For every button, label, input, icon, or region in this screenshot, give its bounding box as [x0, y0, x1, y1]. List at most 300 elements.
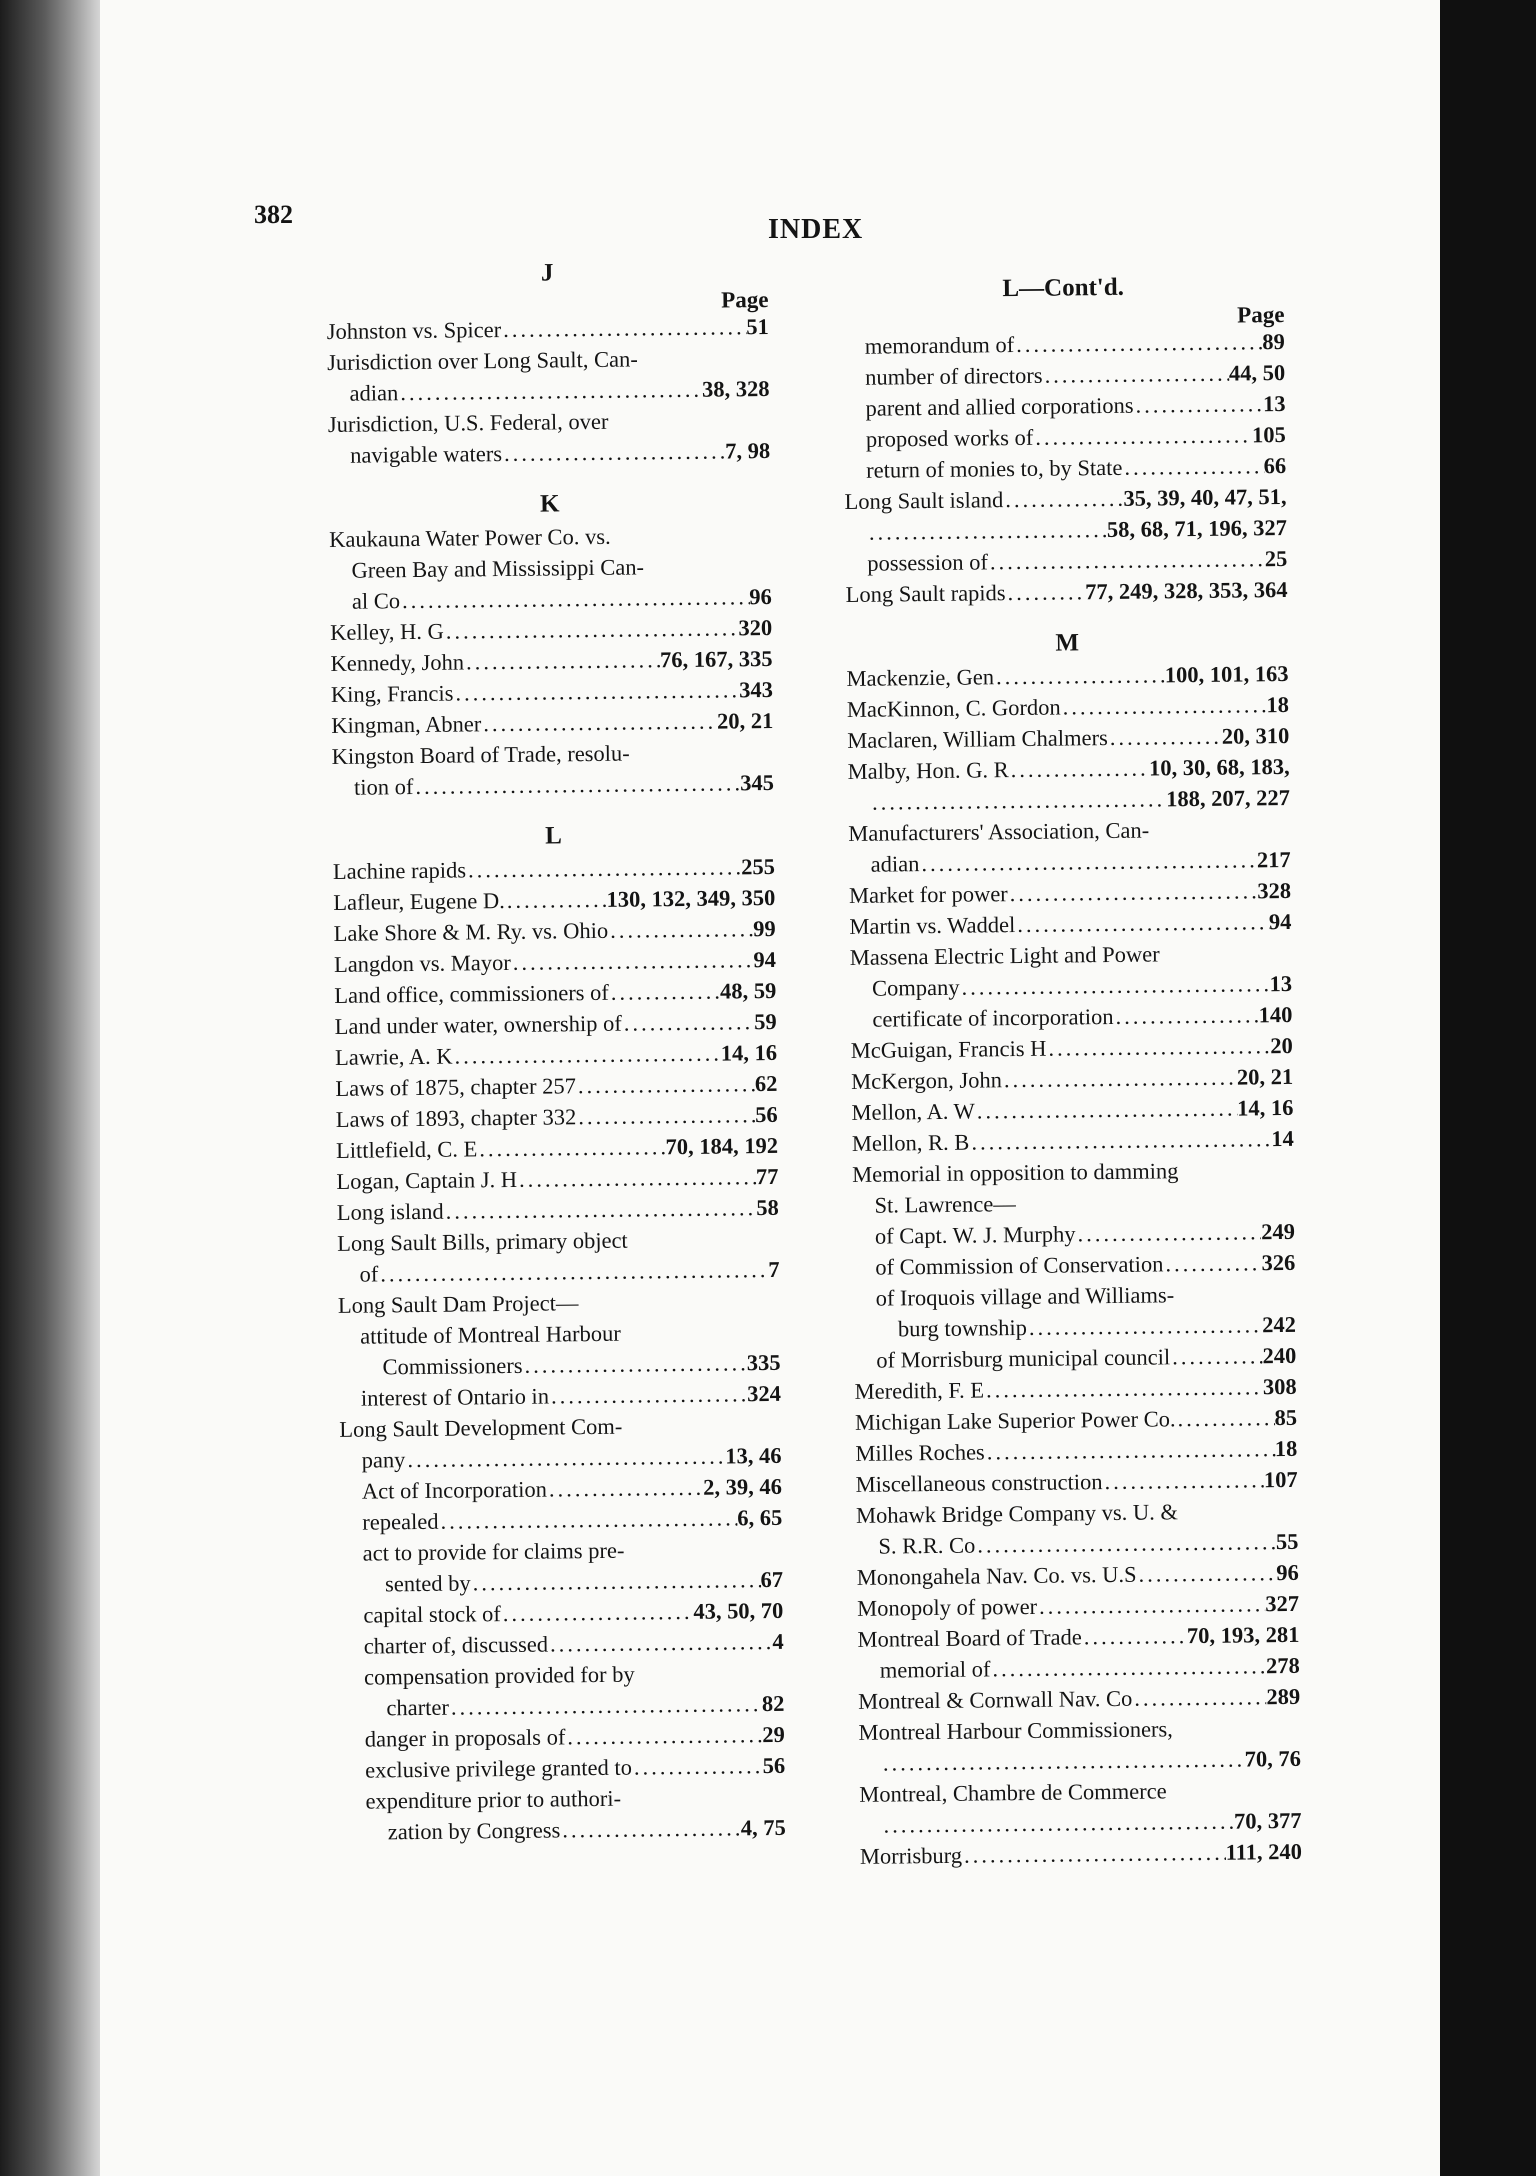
entry-term: Massena Electric Light and Power: [849, 941, 1160, 970]
entry-term: McGuigan, Francis H: [850, 1035, 1047, 1063]
index-subentry: [853, 1247, 1295, 1283]
entry-line: [339, 1440, 781, 1476]
entry-term: Monongahela Nav. Co. vs. U.S: [856, 1561, 1137, 1590]
page-reference: 20, 21: [716, 707, 774, 734]
entry-term: memorandum of: [864, 332, 1015, 359]
entry-term: Lawrie, A. K: [334, 1043, 453, 1070]
entry-term: adian: [870, 851, 920, 877]
dot-leader: [481, 706, 717, 740]
dot-leader: [1170, 1340, 1263, 1372]
dot-leader: [1008, 875, 1258, 909]
entry-term: Montreal & Cornwall Nav. Co: [858, 1685, 1133, 1714]
index-subentry: [843, 357, 1285, 393]
page-column-label: Page: [721, 286, 769, 313]
entry-term: Market for power: [848, 881, 1008, 908]
entry-term: charter of, discussed: [363, 1631, 549, 1659]
entry-line: [857, 1557, 1299, 1593]
entry-line: [852, 1185, 1294, 1221]
page-reference: 328: [1257, 877, 1292, 904]
dot-leader: [985, 1433, 1275, 1467]
entry-term: Mellon, A. W: [851, 1098, 975, 1125]
page-reference: 188, 207, 227: [1166, 784, 1291, 812]
entry-term: proposed works of: [865, 424, 1034, 452]
entry-line: [858, 1650, 1300, 1686]
entry-term: Jurisdiction over Long Sault, Can-: [327, 346, 638, 375]
section-letter: L: [545, 822, 563, 850]
dot-leader: [622, 1006, 755, 1038]
entry-line: [847, 751, 1289, 787]
dot-leader: [443, 1192, 756, 1227]
entry-term: danger in proposals of: [364, 1724, 566, 1752]
entry-line: [331, 736, 773, 772]
entry-term: attitude of Montreal Harbour: [360, 1320, 621, 1349]
index-entry: [857, 1557, 1299, 1593]
entry-line: [859, 1774, 1301, 1810]
entry-line: [850, 999, 1292, 1035]
index-entry: [852, 1123, 1294, 1159]
dot-leader: [1102, 1464, 1264, 1497]
entry-term: Laws of 1875, chapter 257: [335, 1073, 577, 1101]
page-reference: 85: [1274, 1404, 1298, 1431]
entry-line: [856, 1526, 1298, 1562]
entry-term: of Commission of Conservation: [875, 1251, 1164, 1280]
page-reference: 77, 249, 328, 353, 364: [1084, 576, 1288, 605]
dot-leader: [867, 514, 1107, 548]
index-entry: [328, 404, 771, 471]
entry-term: Laws of 1893, chapter 332: [335, 1104, 577, 1132]
entry-line: [327, 373, 769, 409]
entry-line: [845, 512, 1287, 548]
index-section: [332, 818, 786, 1848]
entry-term: Lachine rapids: [332, 857, 467, 884]
entry-term: act to provide for claims pre-: [362, 1537, 625, 1566]
dot-leader: [378, 1254, 768, 1289]
dot-leader: [988, 543, 1265, 577]
page-reference: 326: [1261, 1249, 1296, 1276]
entry-line: [843, 326, 1285, 362]
index-entry: [335, 1006, 777, 1042]
entry-term: King, Francis: [330, 680, 454, 707]
dot-leader: [405, 1441, 725, 1476]
index-entry: [330, 612, 772, 648]
book-binding-gutter: [0, 0, 110, 2176]
entry-line: [851, 1061, 1293, 1097]
index-entry: [849, 875, 1291, 911]
entry-term: of Iroquois village and Williams-: [875, 1282, 1175, 1311]
dot-leader: [438, 1502, 737, 1536]
dot-leader: [576, 1068, 755, 1101]
page-reference: 20, 310: [1221, 722, 1290, 749]
page-reference: 58: [756, 1194, 779, 1221]
page-reference: 100, 101, 163: [1164, 660, 1289, 688]
entry-term: Monopoly of power: [856, 1593, 1038, 1621]
entry-term: of Capt. W. J. Murphy: [874, 1221, 1076, 1249]
index-entry: [847, 689, 1289, 725]
index-entry: [852, 1154, 1295, 1221]
entry-line: [859, 1805, 1301, 1841]
entry-line: [856, 1495, 1298, 1531]
page-reference: 51: [746, 313, 769, 340]
index-entry: [851, 1061, 1293, 1097]
page-reference: 96: [1276, 1559, 1299, 1586]
index-subentry: [845, 543, 1287, 579]
page-reference: 89: [1262, 328, 1285, 355]
entry-term: Montreal Board of Trade: [857, 1624, 1082, 1652]
index-entry: [858, 1712, 1301, 1779]
index-entry: [338, 1285, 780, 1321]
page-reference: 38, 328: [701, 375, 770, 402]
page-reference: 77: [755, 1163, 779, 1190]
index-entry: [336, 1099, 778, 1135]
page-reference: 14, 16: [720, 1039, 778, 1066]
page-reference: 70, 193, 281: [1186, 1621, 1300, 1649]
page-reference: 6, 65: [737, 1504, 783, 1531]
page-reference: 278: [1265, 1652, 1300, 1679]
index-entry: [847, 751, 1290, 818]
page-reference: 240: [1262, 1342, 1297, 1369]
dot-leader: [511, 944, 754, 978]
entry-term: Long Sault Bills, primary object: [337, 1227, 628, 1256]
entry-line: [853, 1247, 1295, 1283]
entry-line: [853, 1216, 1295, 1252]
dot-leader: [413, 767, 740, 802]
index-entry: [337, 1223, 780, 1290]
entry-term: MacKinnon, C. Gordon: [846, 694, 1061, 722]
entry-term: St. Lawrence—: [874, 1191, 1016, 1218]
entry-line: [329, 519, 771, 555]
index-entry: [856, 1464, 1298, 1500]
page-reference: 107: [1263, 1466, 1298, 1493]
index-entry: [855, 1402, 1297, 1438]
dot-leader: [1003, 483, 1123, 515]
dot-leader: [608, 913, 753, 946]
index-entry: [848, 813, 1291, 880]
page-reference: 4: [772, 1628, 784, 1655]
entry-line: [331, 674, 773, 710]
page-reference: 76, 167, 335: [659, 645, 773, 673]
index-entry: [331, 736, 774, 803]
index-subentry: [854, 1340, 1296, 1376]
page-reference: 217: [1256, 846, 1291, 873]
entry-term: interest of Ontario in: [360, 1383, 550, 1411]
entry-line: [852, 1123, 1294, 1159]
entry-term: possession of: [867, 549, 989, 576]
entry-term: Kingman, Abner: [331, 711, 482, 738]
page-reference: 20, 21: [1236, 1063, 1294, 1090]
index-subentry: [342, 1657, 785, 1724]
entry-line: [330, 581, 772, 617]
entry-line: [855, 1433, 1297, 1469]
page-reference: 44, 50: [1228, 359, 1286, 386]
index-entry: [329, 519, 772, 617]
entry-line: [338, 1285, 780, 1321]
entry-term: Jurisdiction, U.S. Federal, over: [327, 408, 609, 437]
dot-leader: [1136, 1557, 1276, 1590]
entry-line: [858, 1681, 1300, 1717]
entry-term: repealed: [362, 1508, 439, 1535]
entry-term: Michigan Lake Superior Power Co.: [854, 1406, 1176, 1435]
entry-term: expenditure prior to authori-: [365, 1785, 622, 1814]
entry-term: Milles Roches: [855, 1439, 985, 1466]
entry-line: [327, 311, 769, 347]
page-reference: 43, 50, 70: [693, 1597, 784, 1624]
entry-term: compensation provided for by: [363, 1661, 635, 1690]
dot-leader: [449, 1688, 762, 1723]
entry-line: [328, 404, 770, 440]
entry-line: [335, 1006, 777, 1042]
dot-leader: [1002, 1062, 1237, 1096]
page-reference: 308: [1262, 1373, 1297, 1400]
entry-term: pany: [361, 1447, 406, 1473]
entry-line: [336, 1130, 778, 1166]
page-reference: 111, 240: [1225, 1838, 1303, 1865]
index-section: [846, 625, 1302, 1872]
entry-line: [329, 550, 771, 586]
index-subentry: [844, 419, 1286, 455]
dot-leader: [1042, 358, 1229, 391]
section-letter: L—Cont'd.: [1002, 273, 1125, 303]
page-number: 382: [254, 200, 293, 229]
entry-line: [855, 1402, 1297, 1438]
dot-leader: [1132, 1681, 1266, 1714]
dot-leader: [501, 1596, 694, 1629]
entry-line: [845, 574, 1287, 610]
scan-edge-dark: [1440, 0, 1536, 2176]
entry-line: [845, 543, 1287, 579]
page-reference: 2, 39, 46: [703, 1473, 783, 1500]
running-head: INDEX: [768, 214, 864, 245]
entry-term: parent and allied corporations: [865, 392, 1134, 421]
page-reference: 82: [761, 1690, 785, 1717]
entry-line: [337, 1192, 779, 1228]
index-section: [842, 270, 1288, 610]
entry-term: Land office, commissioners of: [334, 979, 609, 1008]
index-entry: [333, 851, 775, 887]
entry-line: [341, 1564, 783, 1600]
index-entry: [334, 944, 776, 980]
entry-line: [854, 1309, 1296, 1345]
index-entry: [860, 1836, 1302, 1872]
index-entry: [844, 481, 1287, 548]
dot-leader: [881, 1806, 1234, 1841]
entry-term: Lafleur, Eugene D.: [333, 888, 505, 915]
index-entry: [336, 1130, 778, 1166]
page-reference: 13: [1262, 390, 1286, 417]
entry-line: [850, 937, 1292, 973]
dot-leader: [1108, 721, 1222, 753]
index-entry: [859, 1774, 1302, 1841]
entry-line: [847, 720, 1289, 756]
entry-term: memorial of: [879, 1656, 991, 1683]
index-entry: [335, 1037, 777, 1073]
entry-line: [857, 1588, 1299, 1624]
entry-term: Green Bay and Mississippi Can-: [351, 554, 645, 583]
dot-leader: [560, 1812, 741, 1845]
index-entry: [854, 1371, 1296, 1407]
page-reference: 56: [762, 1752, 786, 1779]
entry-line: [860, 1836, 1302, 1872]
page-reference: 55: [1275, 1528, 1299, 1555]
entry-term: Mellon, R. B: [851, 1129, 970, 1156]
entry-line: [330, 612, 772, 648]
page-reference: 242: [1262, 1311, 1297, 1338]
dot-leader: [452, 1038, 721, 1072]
entry-line: [330, 643, 772, 679]
index-subentry: [343, 1750, 785, 1786]
dot-leader: [517, 1161, 756, 1195]
dot-leader: [522, 1347, 747, 1381]
entry-line: [339, 1409, 781, 1445]
entry-term: certificate of incorporation: [872, 1003, 1114, 1032]
dot-leader: [1008, 753, 1149, 786]
entry-term: Kelley, H. G: [330, 618, 444, 645]
entry-line: [333, 851, 775, 887]
entry-term: Land under water, ownership of: [334, 1010, 622, 1039]
entry-term: number of directors: [865, 362, 1043, 390]
dot-leader: [609, 976, 721, 1008]
entry-term: Littlefield, C. E: [335, 1136, 478, 1163]
index-entry: [334, 975, 776, 1011]
entry-line: [846, 658, 1288, 694]
entry-line: [849, 844, 1291, 880]
entry-line: [341, 1595, 783, 1631]
dot-leader: [1037, 1588, 1266, 1622]
index-subentry: [853, 1278, 1296, 1345]
page-reference: 18: [1274, 1435, 1298, 1462]
dot-leader: [975, 1093, 1238, 1127]
dot-leader: [969, 1123, 1271, 1157]
index-subentry: [843, 326, 1285, 362]
page-reference: 7: [768, 1256, 780, 1283]
entry-term: Lake Shore & M. Ry. vs. Ohio: [333, 917, 609, 946]
entry-line: [844, 481, 1286, 517]
page-reference: 25: [1264, 545, 1288, 572]
index-entry: [858, 1681, 1300, 1717]
entry-term: Company: [871, 974, 960, 1001]
index-entry: [855, 1433, 1297, 1469]
entry-line: [849, 875, 1291, 911]
entry-line: [337, 1223, 779, 1259]
entry-term: Mohawk Bridge Company vs. U. &: [855, 1499, 1179, 1528]
entry-line: [343, 1719, 785, 1755]
entry-term: Act of Incorporation: [361, 1476, 548, 1504]
entry-term: S. R.R. Co: [878, 1532, 976, 1559]
dot-leader: [400, 581, 750, 616]
index-entry: [330, 643, 772, 679]
entry-term: McKergon, John: [851, 1067, 1003, 1094]
page-reference: 66: [1263, 452, 1287, 479]
page-column-label: Page: [1237, 301, 1285, 328]
page-reference: 105: [1251, 421, 1286, 448]
entry-term: Montreal, Chambre de Commerce: [859, 1778, 1167, 1807]
page-reference: 13, 46: [725, 1442, 782, 1469]
entry-line: [342, 1688, 784, 1724]
entry-term: of Morrisburg municipal council: [876, 1344, 1171, 1373]
page-reference: 35, 39, 40, 47, 51,: [1123, 483, 1287, 511]
dot-leader: [1027, 1309, 1263, 1343]
entry-term: Long Sault island: [844, 487, 1004, 514]
entry-line: [850, 968, 1292, 1004]
entry-term: Miscellaneous construction: [855, 1469, 1103, 1497]
dot-leader: [1060, 689, 1266, 722]
entry-term: Long Sault Dam Project—: [337, 1290, 579, 1318]
entry-term: Montreal Harbour Commissioners,: [858, 1716, 1173, 1745]
dot-leader: [501, 311, 746, 345]
entry-line: [843, 357, 1285, 393]
dot-leader: [477, 1131, 666, 1164]
entry-line: [338, 1347, 780, 1383]
index-entry: [845, 574, 1287, 610]
entry-term: burg township: [897, 1314, 1028, 1342]
entry-line: [856, 1464, 1298, 1500]
entry-line: [334, 944, 776, 980]
entry-line: [340, 1533, 782, 1569]
dot-leader: [565, 1719, 762, 1752]
dot-leader: [398, 374, 702, 408]
index-entry: [856, 1495, 1299, 1562]
entry-term: sented by: [384, 1570, 471, 1597]
page-reference: 62: [754, 1070, 778, 1097]
entry-term: of: [359, 1261, 379, 1287]
dot-leader: [1014, 326, 1262, 360]
index-subentry: [343, 1719, 785, 1755]
index-entry: [331, 674, 773, 710]
index-subentry: [340, 1533, 783, 1600]
index-entry: [327, 342, 770, 409]
dot-leader: [1113, 999, 1258, 1032]
dot-leader: [549, 1378, 748, 1411]
index-subentry: [844, 450, 1286, 486]
dot-leader: [975, 1526, 1276, 1560]
entry-line: [342, 1626, 784, 1662]
dot-leader: [1082, 1620, 1188, 1652]
page-reference: 67: [760, 1566, 784, 1593]
index-entry: [857, 1588, 1299, 1624]
index-entry: [850, 937, 1293, 1004]
entry-line: [338, 1316, 780, 1352]
entry-term: Langdon vs. Mayor: [333, 949, 511, 977]
entry-line: [327, 342, 769, 378]
page-reference: 289: [1266, 1683, 1301, 1710]
entry-term: Kennedy, John: [330, 649, 465, 676]
entry-line: [328, 435, 770, 471]
dot-leader: [576, 1099, 755, 1132]
entry-line: [857, 1619, 1299, 1655]
entry-line: [852, 1154, 1294, 1190]
entry-line: [339, 1378, 781, 1414]
index-entry: [851, 1030, 1293, 1066]
entry-term: Commissioners: [382, 1352, 523, 1380]
dot-leader: [632, 1750, 763, 1782]
dot-leader: [962, 1837, 1226, 1871]
page-reference: 94: [753, 946, 777, 973]
index-entry: [851, 1092, 1293, 1128]
page-reference: 48, 59: [719, 977, 777, 1004]
entry-term: Meredith, F. E: [854, 1377, 985, 1404]
index-column-right: [842, 270, 1302, 1892]
dot-leader: [919, 844, 1257, 879]
page-reference: 70, 377: [1233, 1807, 1302, 1834]
entry-line: [343, 1750, 785, 1786]
dot-leader: [502, 435, 726, 469]
page-reference: 345: [740, 769, 775, 796]
dot-leader: [470, 1564, 760, 1598]
entry-line: [333, 913, 775, 949]
entry-line: [333, 882, 775, 918]
entry-term: Maclaren, William Chalmers: [847, 725, 1108, 753]
index-subentry: [843, 388, 1285, 424]
entry-line: [851, 1030, 1293, 1066]
